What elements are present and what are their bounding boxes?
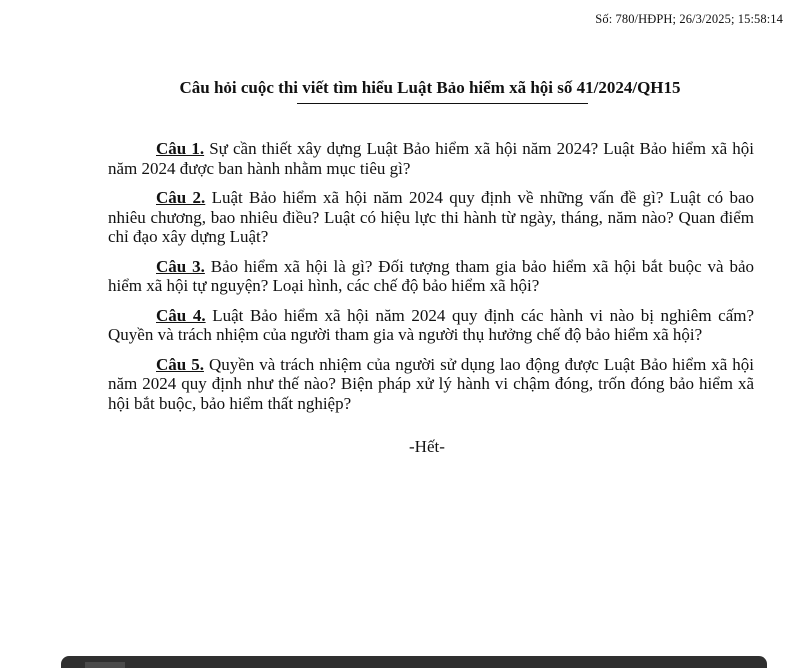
question-5 [108,355,754,414]
question-label: Câu 4. [156,305,206,325]
question-label: Câu 1. [156,139,205,158]
viewer-toolbar[interactable] [61,656,767,668]
document-stamp: Số: 780/HĐPH; 26/3/2025; 15:58:14 [595,12,783,26]
question-text: Bảo hiểm xã hội là gì? Đối tượng tham gia bảo hiểm xã hội bắt buộc và bảo hiểm xã hội tự nguyện? Loại hình, các chế độ bảo hiểm xã hội? [108,256,754,295]
toolbar-handle[interactable] [85,662,125,668]
question-list [108,139,754,423]
end-mark: -Hết- [409,437,445,456]
title-underline [297,103,588,104]
question-2 [108,188,754,247]
question-3 [108,257,754,296]
question-text: Luật Bảo hiểm xã hội năm 2024 quy định về những vấn đề gì? Luật có bao nhiêu chương, bao nhiêu điều? Luật có hiệu lực thi hành từ ngày, tháng, năm nào? Quan điểm chỉ đạo xây dựng Luật? [108,188,755,246]
question-1 [108,139,754,178]
question-text: Luật Bảo hiểm xã hội năm 2024 quy định các hành vi nào bị nghiêm cấm? Quyền và trách nhiệm của người tham gia và người thụ hưởng chế độ bảo hiểm xã hội? [108,305,755,344]
question-label: Câu 3. [156,256,205,276]
question-text: Sự cần thiết xây dựng Luật Bảo hiểm xã hội năm 2024? Luật Bảo hiểm xã hội năm 2024 được ban hành nhằm mục tiêu gì? [108,139,754,178]
question-label: Câu 2. [156,188,206,207]
question-label: Câu 5. [156,354,204,374]
question-4 [108,306,754,345]
question-text: Quyền và trách nhiệm của người sử dụng lao động được Luật Bảo hiểm xã hội năm 2024 quy định như thế nào? Biện pháp xử lý hành vi chậm đóng, trốn đóng bảo hiểm xã hội bắt buộc, bảo hiểm thất nghiệp? [108,354,755,413]
document-title: Câu hỏi cuộc thi viết tìm hiểu Luật Bảo hiểm xã hội số 41/2024/QH15 [179,78,681,97]
